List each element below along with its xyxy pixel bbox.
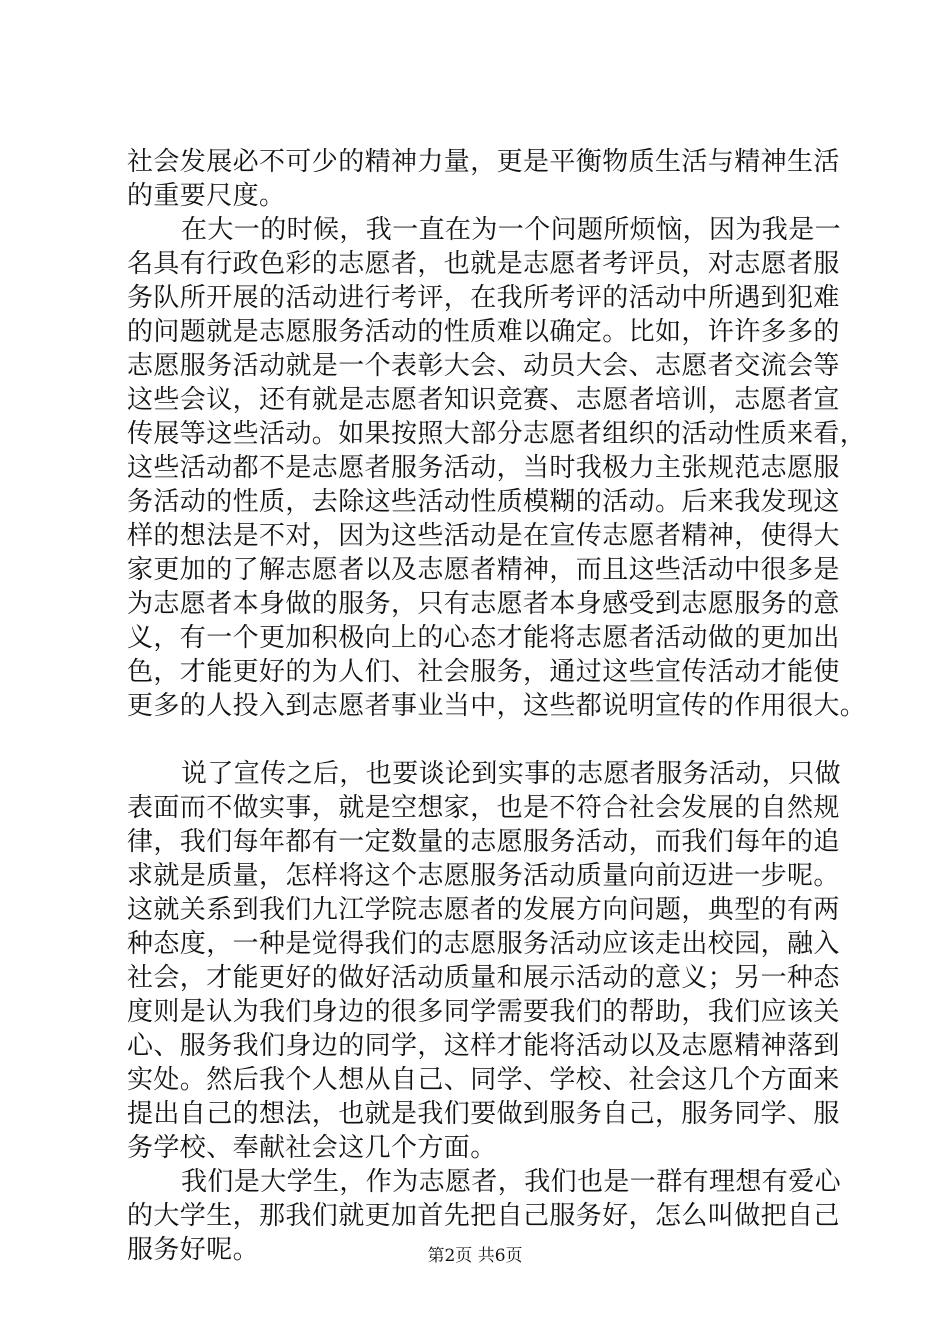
- text-line: 这些活动都不是志愿者服务活动，当时我极力主张规范志愿服: [127, 453, 840, 483]
- text-line: 的问题就是志愿服务活动的性质难以确定。比如，许许多多的: [127, 317, 840, 347]
- text-line: 服务好呢。: [127, 1235, 260, 1265]
- text-line: 社会，才能更好的做好活动质量和展示活动的意义；另一种态: [127, 963, 840, 993]
- text-line: 为志愿者本身做的服务，只有志愿者本身感受到志愿服务的意: [127, 589, 840, 619]
- text-line: 名具有行政色彩的志愿者，也就是志愿者考评员，对志愿者服: [127, 249, 840, 279]
- text-line: 更多的人投入到志愿者事业当中，这些都说明宣传的作用很大。: [127, 691, 867, 721]
- page-footer: [0, 1244, 950, 1268]
- text-line: 务活动的性质，去除这些活动性质模糊的活动。后来我发现这: [127, 487, 840, 517]
- text-line: 家更加的了解志愿者以及志愿者精神，而且这些活动中很多是: [127, 555, 840, 585]
- page-indicator: 第2页 共6页: [427, 1246, 523, 1266]
- paragraph: [127, 757, 842, 1165]
- text-line: 传展等这些活动。如果按照大部分志愿者组织的活动性质来看，: [127, 419, 867, 449]
- paragraph-spacer: [127, 723, 832, 757]
- text-line: 实处。然后我个人想从自己、同学、学校、社会这几个方面来: [127, 1065, 840, 1095]
- text-line: 说了宣传之后，也要谈论到实事的志愿者服务活动，只做: [181, 759, 842, 789]
- text-line: 这些会议，还有就是志愿者知识竞赛、志愿者培训，志愿者宣: [127, 385, 840, 415]
- text-line: 务学校、奉献社会这几个方面。: [127, 1133, 497, 1163]
- text-line: 的重要尺度。: [127, 181, 286, 211]
- text-line: 这就关系到我们九江学院志愿者的发展方向问题，典型的有两: [127, 895, 840, 925]
- text-line: 志愿服务活动就是一个表彰大会、动员大会、志愿者交流会等: [127, 351, 840, 381]
- text-line: 的大学生，那我们就更加首先把自己服务好，怎么叫做把自己: [127, 1201, 840, 1231]
- document-body: [127, 145, 867, 1267]
- text-line: 种态度，一种是觉得我们的志愿服务活动应该走出校园，融入: [127, 929, 840, 959]
- text-line: 社会发展必不可少的精神力量，更是平衡物质生活与精神生活: [127, 147, 840, 177]
- text-line: 我们是大学生，作为志愿者，我们也是一群有理想有爱心: [181, 1167, 842, 1197]
- text-line: 在大一的时候，我一直在为一个问题所烦恼，因为我是一: [181, 215, 842, 245]
- paragraph: [127, 213, 867, 723]
- text-line: 义，有一个更加积极向上的心态才能将志愿者活动做的更加出: [127, 623, 840, 653]
- text-line: 表面而不做实事，就是空想家，也是不符合社会发展的自然规: [127, 793, 840, 823]
- text-line: 务队所开展的活动进行考评，在我所考评的活动中所遇到犯难: [127, 283, 840, 313]
- text-line: 律，我们每年都有一定数量的志愿服务活动，而我们每年的追: [127, 827, 840, 857]
- text-line: 度则是认为我们身边的很多同学需要我们的帮助，我们应该关: [127, 997, 840, 1027]
- text-line: 色，才能更好的为人们、社会服务，通过这些宣传活动才能使: [127, 657, 840, 687]
- text-line: 样的想法是不对，因为这些活动是在宣传志愿者精神，使得大: [127, 521, 840, 551]
- text-line: 求就是质量，怎样将这个志愿服务活动质量向前迈进一步呢。: [127, 861, 840, 891]
- text-line: 心、服务我们身边的同学，这样才能将活动以及志愿精神落到: [127, 1031, 840, 1061]
- text-line: 提出自己的想法，也就是我们要做到服务自己，服务同学、服: [127, 1099, 840, 1129]
- paragraph: [127, 145, 840, 213]
